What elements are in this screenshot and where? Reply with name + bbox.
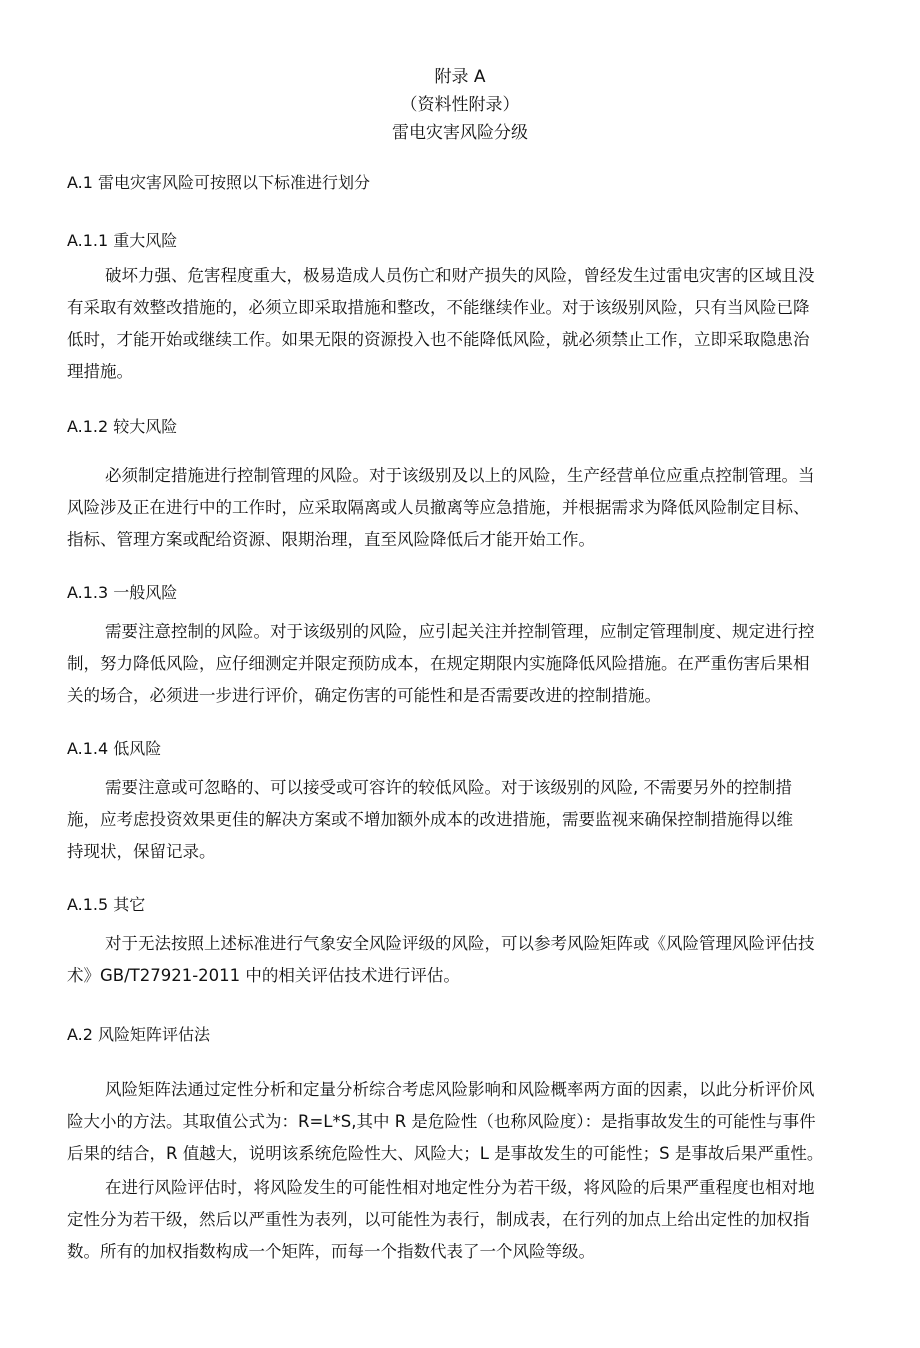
appendix-title: 附录 A [434,67,486,87]
paragraph-line: 制，努力降低风险，应仔细测定并限定预防成本，在规定期限内实施降低风险措施。在严重伤害后果相 [67,654,810,673]
paragraph-line: 在进行风险评估时，将风险发生的可能性相对地定性分为若干级，将风险的后果严重程度也相对地 [105,1178,815,1197]
section-a2-heading: A.2 风险矩阵评估法 [67,1025,211,1044]
section-a12-paragraph [67,460,815,556]
paragraph-line: 关的场合，必须进一步进行评价，确定伤害的可能性和是否需要改进的控制措施。 [67,686,661,705]
paragraph-line: 必须制定措施进行控制管理的风险。对于该级别及以上的风险，生产经营单位应重点控制管理。当 [105,466,815,485]
section-a1-heading: A.1 雷电灾害风险可按照以下标准进行划分 [67,173,371,192]
paragraph-line: 定性分为若干级，然后以严重性为表列，以可能性为表行，制成表，在行列的加点上给出定性的加权指 [67,1210,810,1229]
section-a15-heading: A.1.5 其它 [67,895,146,914]
paragraph-line: 需要注意或可忽略的、可以接受或可容许的较低风险。对于该级别的风险, 不需要另外的控制措 [105,778,792,797]
paragraph-line: 风险矩阵法通过定性分析和定量分析综合考虑风险影响和风险概率两方面的因素，以此分析评价风 [105,1080,815,1099]
paragraph-line: 需要注意控制的风险。对于该级别的风险，应引起关注并控制管理，应制定管理制度、规定进行控 [105,622,815,641]
paragraph-line: 施，应考虑投资效果更佳的解决方案或不增加额外成本的改进措施，需要监视来确保控制措施得以维 [67,810,793,829]
paragraph-line: 数。所有的加权指数构成一个矩阵，而每一个指数代表了一个风险等级。 [67,1242,595,1261]
section-a11-paragraph [67,260,815,388]
paragraph-line: 理措施。 [67,362,133,381]
section-a2-paragraph-1 [67,1074,823,1170]
paragraph-line: 有采取有效整改措施的，必须立即采取措施和整改，不能继续作业。对于该级别风险，只有当风险已降 [67,298,810,317]
section-a14-heading: A.1.4 低风险 [67,739,162,758]
section-a11-heading: A.1.1 重大风险 [67,231,178,250]
appendix-type: （资料性附录） [400,95,520,115]
appendix-subtitle: 雷电灾害风险分级 [392,123,528,143]
paragraph-line: 险大小的方法。其取值公式为：R=L*S,其中 R 是危险性（也称风险度）：是指事故发生的可能性与事件 [67,1112,816,1131]
section-a15-paragraph [67,928,815,992]
section-a13-heading: A.1.3 一般风险 [67,583,178,602]
paragraph-line: 破坏力强、危害程度重大，极易造成人员伤亡和财产损失的风险，曾经发生过雷电灾害的区域且没 [105,266,815,285]
section-a13-paragraph [67,616,815,712]
paragraph-line: 持现状，保留记录。 [67,842,216,861]
paragraph-line: 低时，才能开始或继续工作。如果无限的资源投入也不能降低风险，就必须禁止工作，立即采取隐患治 [67,330,810,349]
paragraph-line: 风险涉及正在进行中的工作时，应采取隔离或人员撤离等应急措施，并根据需求为降低风险制定目标、 [67,498,810,517]
paragraph-line: 指标、管理方案或配给资源、限期治理，直至风险降低后才能开始工作。 [67,530,595,549]
section-a2-paragraph-2 [67,1172,815,1268]
paragraph-line: 术》GB/T27921-2011 中的相关评估技术进行评估。 [67,966,460,985]
section-a12-heading: A.1.2 较大风险 [67,417,178,436]
paragraph-line: 对于无法按照上述标准进行气象安全风险评级的风险，可以参考风险矩阵或《风险管理风险评估技 [105,934,815,953]
paragraph-line: 后果的结合，R 值越大，说明该系统危险性大、风险大；L 是事故发生的可能性；S 是事故后果严重性。 [67,1144,824,1163]
section-a14-paragraph [67,772,793,868]
